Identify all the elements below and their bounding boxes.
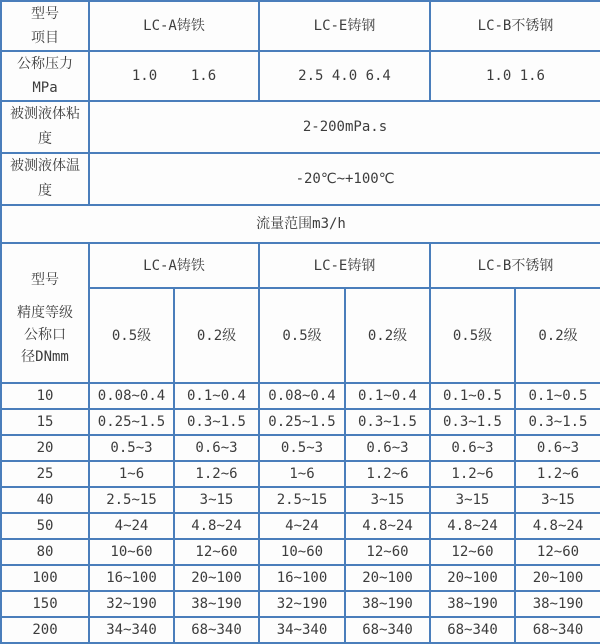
dn-cell: 50: [1, 513, 89, 539]
flow-value-cell: 38~190: [515, 591, 600, 617]
flow-value-cell: 38~190: [430, 591, 515, 617]
flow-value-cell: 12~60: [515, 539, 600, 565]
flow-value-cell: 4~24: [259, 513, 345, 539]
corner-label-item: 项目: [31, 30, 59, 46]
flow-value-cell: 0.6~3: [515, 435, 600, 461]
flow-value-cell: 20~100: [430, 565, 515, 591]
flow-value-cell: 4.8~24: [345, 513, 430, 539]
flow-value-cell: 68~340: [515, 617, 600, 643]
temperature-label: 被测液体温度: [10, 158, 80, 199]
flow-value-cell: 0.25~1.5: [89, 409, 174, 435]
flow-value-cell: 3~15: [430, 487, 515, 513]
flow-row-dn40: [1, 487, 600, 513]
flow-model-header-lca: LC-A铸铁: [89, 243, 259, 288]
flow-row-dn15: [1, 409, 600, 435]
flow-value-cell: 3~15: [515, 487, 600, 513]
pressure-row: [1, 51, 600, 101]
dn-cell: 80: [1, 539, 89, 565]
flow-value-cell: 1.2~6: [515, 461, 600, 487]
flow-value-cell: 0.08~0.4: [89, 383, 174, 409]
viscosity-label-cell: [1, 101, 89, 153]
dn-cell: 100: [1, 565, 89, 591]
flow-value-cell: 1~6: [259, 461, 345, 487]
flow-value-cell: 0.3~1.5: [515, 409, 600, 435]
flow-value-cell: 0.25~1.5: [259, 409, 345, 435]
flow-value-cell: 34~340: [259, 617, 345, 643]
accuracy-row: [1, 288, 600, 383]
flow-value-cell: 32~190: [259, 591, 345, 617]
viscosity-label: 被测液体粘度: [10, 106, 80, 147]
flow-value-cell: 0.1~0.5: [515, 383, 600, 409]
flow-corner-line-accuracy: 精度等级: [17, 304, 73, 321]
viscosity-value-cell: 2-200mPa.s: [89, 101, 600, 153]
model-header-lcb: LC-B不锈钢: [430, 1, 600, 51]
flow-value-cell: 10~60: [89, 539, 174, 565]
flow-value-cell: 10~60: [259, 539, 345, 565]
model-header-lca: LC-A铸铁: [89, 1, 259, 51]
flow-value-cell: 1.2~6: [345, 461, 430, 487]
flow-value-cell: 0.3~1.5: [430, 409, 515, 435]
dn-cell: 25: [1, 461, 89, 487]
flow-value-cell: 4.8~24: [430, 513, 515, 539]
flow-value-cell: 12~60: [174, 539, 259, 565]
accuracy-cell: 0.5级: [89, 288, 174, 383]
flow-value-cell: 1~6: [89, 461, 174, 487]
flow-value-cell: 3~15: [345, 487, 430, 513]
flow-value-cell: 0.3~1.5: [174, 409, 259, 435]
accuracy-cell: 0.2级: [174, 288, 259, 383]
accuracy-cell: 0.5级: [430, 288, 515, 383]
flow-value-cell: 2.5~15: [89, 487, 174, 513]
flow-value-cell: 38~190: [345, 591, 430, 617]
flow-value-cell: 20~100: [345, 565, 430, 591]
flow-row-dn150: [1, 591, 600, 617]
accuracy-cell: 0.5级: [259, 288, 345, 383]
flow-banner-row: [1, 205, 600, 243]
pressure-label-cell: [1, 51, 89, 101]
flow-value-cell: 68~340: [430, 617, 515, 643]
pressure-value-lcb: 1.0 1.6: [430, 51, 600, 101]
flow-banner-cell: 流量范围m3/h: [1, 205, 600, 243]
dn-cell: 150: [1, 591, 89, 617]
flow-value-cell: 68~340: [345, 617, 430, 643]
flow-value-cell: 0.6~3: [345, 435, 430, 461]
flow-value-cell: 0.1~0.4: [345, 383, 430, 409]
flow-value-cell: 20~100: [174, 565, 259, 591]
flow-corner-line-bore1: 公称口: [24, 326, 66, 343]
flow-value-cell: 0.1~0.4: [174, 383, 259, 409]
flow-row-dn10: [1, 383, 600, 409]
pressure-value-lca: 1.0 1.6: [89, 51, 259, 101]
flow-row-dn80: [1, 539, 600, 565]
flow-model-header-row: [1, 243, 600, 288]
flow-value-cell: 4~24: [89, 513, 174, 539]
flow-row-dn50: [1, 513, 600, 539]
dn-cell: 20: [1, 435, 89, 461]
flow-row-dn20: [1, 435, 600, 461]
temperature-value-cell: -20℃~+100℃: [89, 153, 600, 205]
flow-row-dn100: [1, 565, 600, 591]
flow-row-dn200: [1, 617, 600, 643]
flow-corner-model-label: 型号: [31, 272, 59, 288]
flow-value-cell: 12~60: [430, 539, 515, 565]
accuracy-cell: 0.2级: [345, 288, 430, 383]
flow-corner-cell: [1, 243, 89, 383]
corner-label-model: 型号: [31, 6, 59, 22]
pressure-label: 公称压力: [17, 56, 73, 72]
dn-cell: 10: [1, 383, 89, 409]
temperature-row: [1, 153, 600, 205]
flow-value-cell: 20~100: [515, 565, 600, 591]
flow-value-cell: 12~60: [345, 539, 430, 565]
dn-cell: 200: [1, 617, 89, 643]
flow-value-cell: 4.8~24: [515, 513, 600, 539]
flow-value-cell: 1.2~6: [174, 461, 259, 487]
flow-value-cell: 16~100: [259, 565, 345, 591]
flow-value-cell: 16~100: [89, 565, 174, 591]
viscosity-row: [1, 101, 600, 153]
flow-value-cell: 4.8~24: [174, 513, 259, 539]
flow-value-cell: 0.1~0.5: [430, 383, 515, 409]
flow-value-cell: 1.2~6: [430, 461, 515, 487]
flow-value-cell: 3~15: [174, 487, 259, 513]
model-header-lce: LC-E铸钢: [259, 1, 430, 51]
flow-value-cell: 2.5~15: [259, 487, 345, 513]
flow-value-cell: 0.6~3: [430, 435, 515, 461]
flow-value-cell: 38~190: [174, 591, 259, 617]
flow-corner-line-bore2: 径DNmm: [21, 348, 69, 365]
flow-row-dn25: [1, 461, 600, 487]
flow-value-cell: 0.5~3: [259, 435, 345, 461]
flow-value-cell: 32~190: [89, 591, 174, 617]
flow-value-cell: 0.6~3: [174, 435, 259, 461]
model-header-row: [1, 1, 600, 51]
pressure-unit: MPa: [32, 80, 58, 96]
flow-model-header-lcb: LC-B不锈钢: [430, 243, 600, 288]
dn-cell: 15: [1, 409, 89, 435]
flow-value-cell: 0.3~1.5: [345, 409, 430, 435]
corner-header-cell: [1, 1, 89, 51]
dn-cell: 40: [1, 487, 89, 513]
flow-value-cell: 0.5~3: [89, 435, 174, 461]
flow-value-cell: 0.08~0.4: [259, 383, 345, 409]
flow-model-header-lce: LC-E铸钢: [259, 243, 430, 288]
pressure-value-lce: 2.5 4.0 6.4: [259, 51, 430, 101]
accuracy-cell: 0.2级: [515, 288, 600, 383]
flow-value-cell: 34~340: [89, 617, 174, 643]
temperature-label-cell: [1, 153, 89, 205]
flow-value-cell: 68~340: [174, 617, 259, 643]
